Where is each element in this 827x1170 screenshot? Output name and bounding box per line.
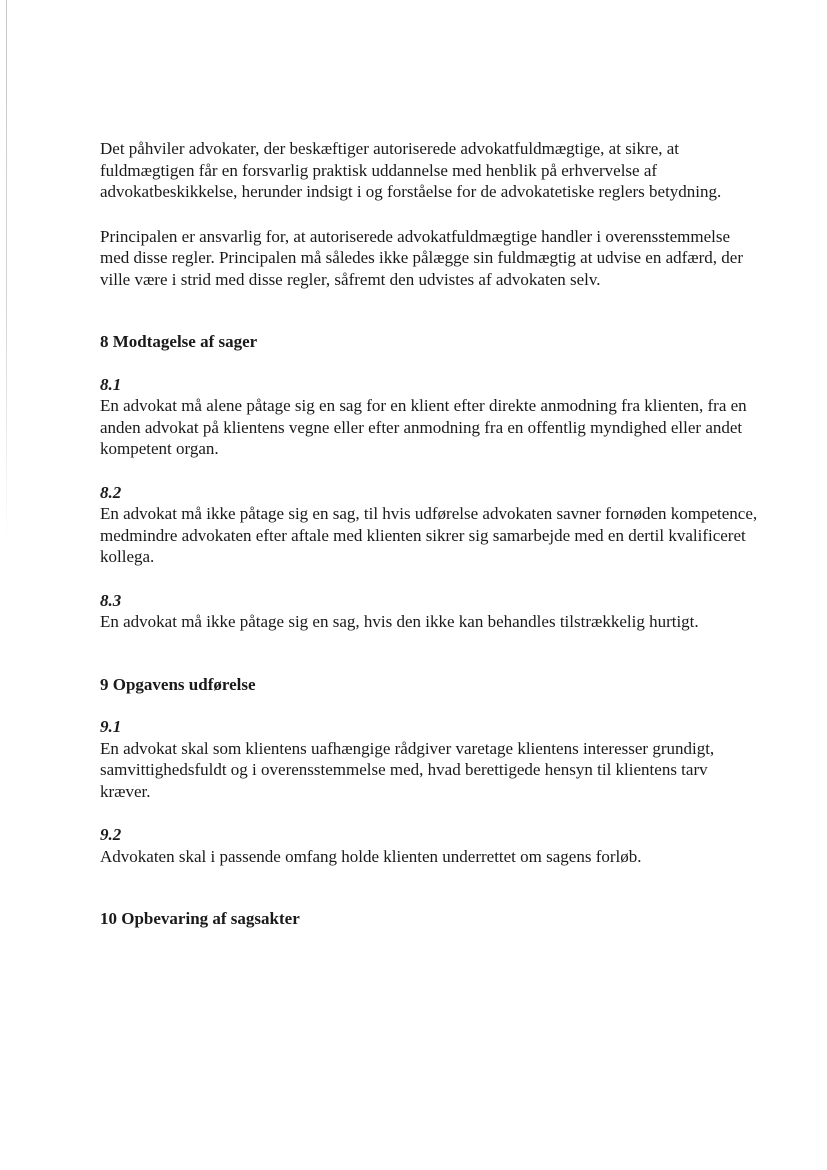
subsection-number-9-1: 9.1: [100, 717, 122, 736]
intro-paragraph-1: Det påhviler advokater, der beskæftiger autoriserede advokatfuldmægtige, at sikre, at fuldmægtigen får en forsvarlig praktisk uddannelse med henblik på erhvervelse af advokatbeskikkelse, herunder indsigt i og forståelse for de advokatetiske reglers betydning.: [100, 139, 722, 201]
subsection-number-8-1: 8.1: [100, 374, 122, 394]
document-page: [100, 138, 760, 930]
subsection-number-8-2: 8.2: [100, 482, 122, 502]
section-heading-9: 9 Opgavens udførelse: [100, 674, 256, 694]
intro-paragraph-2: Principalen er ansvarlig for, at autoriserede advokatfuldmægtige handler i overensstemmelse med disse regler. Principalen må således ikke pålægge sin fuldmægtig at udvise en adfærd, der ville være i strid med disse regler, såfremt den udvistes af advokaten selv.: [100, 226, 744, 289]
subsection-text-9-2: Advokaten skal i passende omfang holde klienten underrettet om sagens forløb.: [100, 846, 642, 866]
subsection-text-8-3: En advokat må ikke påtage sig en sag, hvis den ikke kan behandles tilstrækkelig hurtigt.: [100, 612, 699, 631]
subsection-text-9-1: En advokat skal som klientens uafhængige rådgiver varetage klientens interesser grundigt, samvittighedsfuldt og i overensstemmelse med, hvad berettigede hensyn til klientens tarv kræver.: [100, 738, 715, 801]
section-heading-10: 10 Opbevaring af sagsakter: [100, 909, 300, 928]
subsection-number-9-2: 9.2: [100, 825, 122, 844]
subsection-text-8-1: En advokat må alene påtage sig en sag for en klient efter direkte anmodning fra klienten, fra en anden advokat på klientens vegne eller efter anmodning fra en offentlig myndighed eller andet kompetent organ.: [100, 396, 747, 458]
subsection-number-8-3: 8.3: [100, 590, 122, 610]
subsection-text-8-2: En advokat må ikke påtage sig en sag, til hvis udførelse advokaten savner fornøden kompetence, medmindre advokaten efter aftale med klienten sikrer sig samarbejde med en dertil kvalificeret kollega.: [100, 504, 758, 566]
scan-edge-line: [6, 0, 7, 545]
section-heading-8: 8 Modtagelse af sager: [100, 332, 258, 351]
